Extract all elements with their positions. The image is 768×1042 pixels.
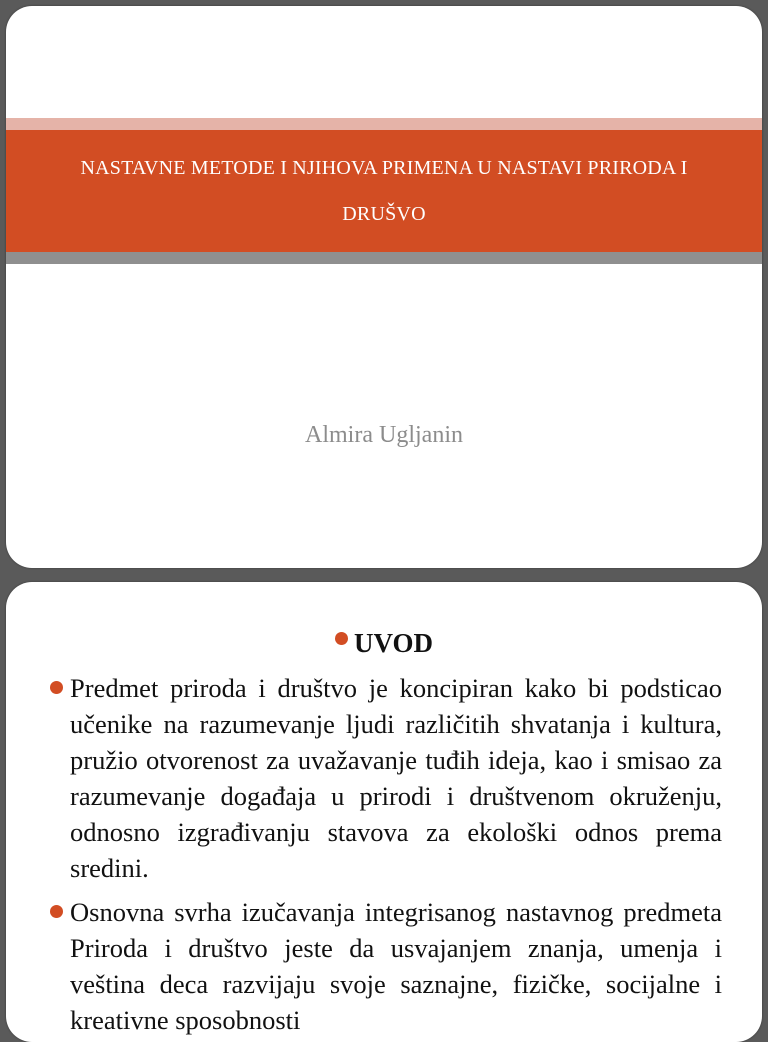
section-heading-row [6, 628, 762, 659]
title-band-shadow [6, 252, 762, 264]
bullet-paragraph [50, 894, 722, 1038]
slide-title: NASTAVNE METODE I NJIHOVA PRIMENA U NASTAVI PRIRODA I DRUŠVO [80, 157, 688, 225]
bullet-paragraph [50, 670, 722, 886]
paragraph-text: Predmet priroda i društvo je koncipiran kako bi podsticao učenike na razumevanje ljudi različitih shvatanja i kultura, pružio otvorenost za uvažavanje tuđih ideja, kao i smisao za razumevanje događaja u prirodi i društvenom okruženju, odnosno izgrađivanju stavova za ekološki odnos prema sredini. [70, 673, 722, 883]
content-slide [6, 582, 762, 1042]
bullet-icon [50, 905, 63, 918]
section-heading: UVOD [354, 628, 433, 658]
bullet-icon [335, 632, 348, 645]
title-band [6, 130, 762, 252]
body-text [50, 670, 722, 1042]
paragraph-text: Osnovna svrha izučavanja integrisanog nastavnog predmeta Priroda i društvo jeste da usvajanjem znanja, umenja i veština deca razvijaju svoje saznajne, fizičke, socijalne i kreativne sposobnosti [70, 897, 722, 1035]
title-slide [6, 6, 762, 568]
author-name: Almira Ugljanin [305, 422, 463, 448]
bullet-icon [50, 681, 63, 694]
